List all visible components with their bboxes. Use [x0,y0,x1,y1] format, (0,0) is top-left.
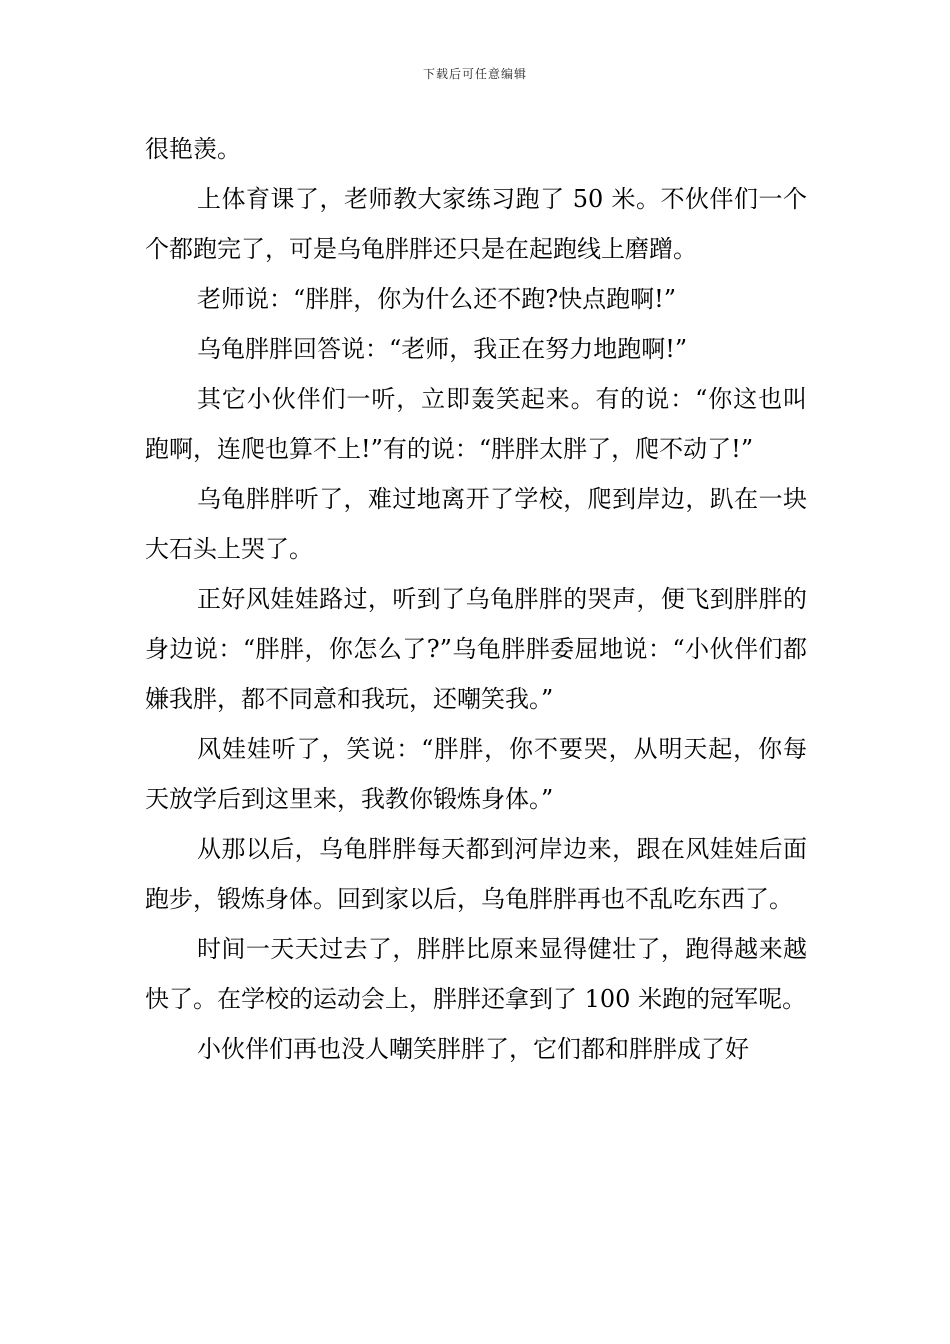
paragraph: 时间一天天过去了，胖胖比原来显得健壮了，跑得越来越快了。在学校的运动会上，胖胖还拿到了 100 米跑的冠军呢。 [145,935,807,1013]
page-header: 下载后可任意编辑 [422,67,527,81]
paragraph: 很艳羡。 [145,135,241,163]
paragraph: 老师说：“胖胖，你为什么还不跑?快点跑啊!” [197,285,677,313]
paragraph: 乌龟胖胖听了，难过地离开了学校，爬到岸边，趴在一块大石头上哭了。 [145,485,807,563]
paragraph: 上体育课了，老师教大家练习跑了 50 米。不伙伴们一个个都跑完了，可是乌龟胖胖还只是在起跑线上磨蹭。 [145,185,807,263]
paragraph: 风娃娃听了，笑说：“胖胖，你不要哭，从明天起，你每天放学后到这里来，我教你锻炼身体。” [145,735,807,813]
paragraph: 其它小伙伴们一听，立即轰笑起来。有的说：“你这也叫跑啊，连爬也算不上!”有的说：“胖胖太胖了，爬不动了!” [145,385,807,463]
paragraph: 乌龟胖胖回答说：“老师，我正在努力地跑啊!” [197,335,688,363]
paragraph: 正好风娃娃路过，听到了乌龟胖胖的哭声，便飞到胖胖的身边说：“胖胖，你怎么了?”乌龟胖胖委屈地说：“小伙伴们都嫌我胖，都不同意和我玩，还嘲笑我。” [145,585,807,713]
paragraph: 从那以后，乌龟胖胖每天都到河岸边来，跟在风娃娃后面跑步，锻炼身体。回到家以后，乌龟胖胖再也不乱吃东西了。 [145,835,807,913]
paragraph: 小伙伴们再也没人嘲笑胖胖了，它们都和胖胖成了好 [197,1035,749,1063]
document-body [145,124,807,1074]
